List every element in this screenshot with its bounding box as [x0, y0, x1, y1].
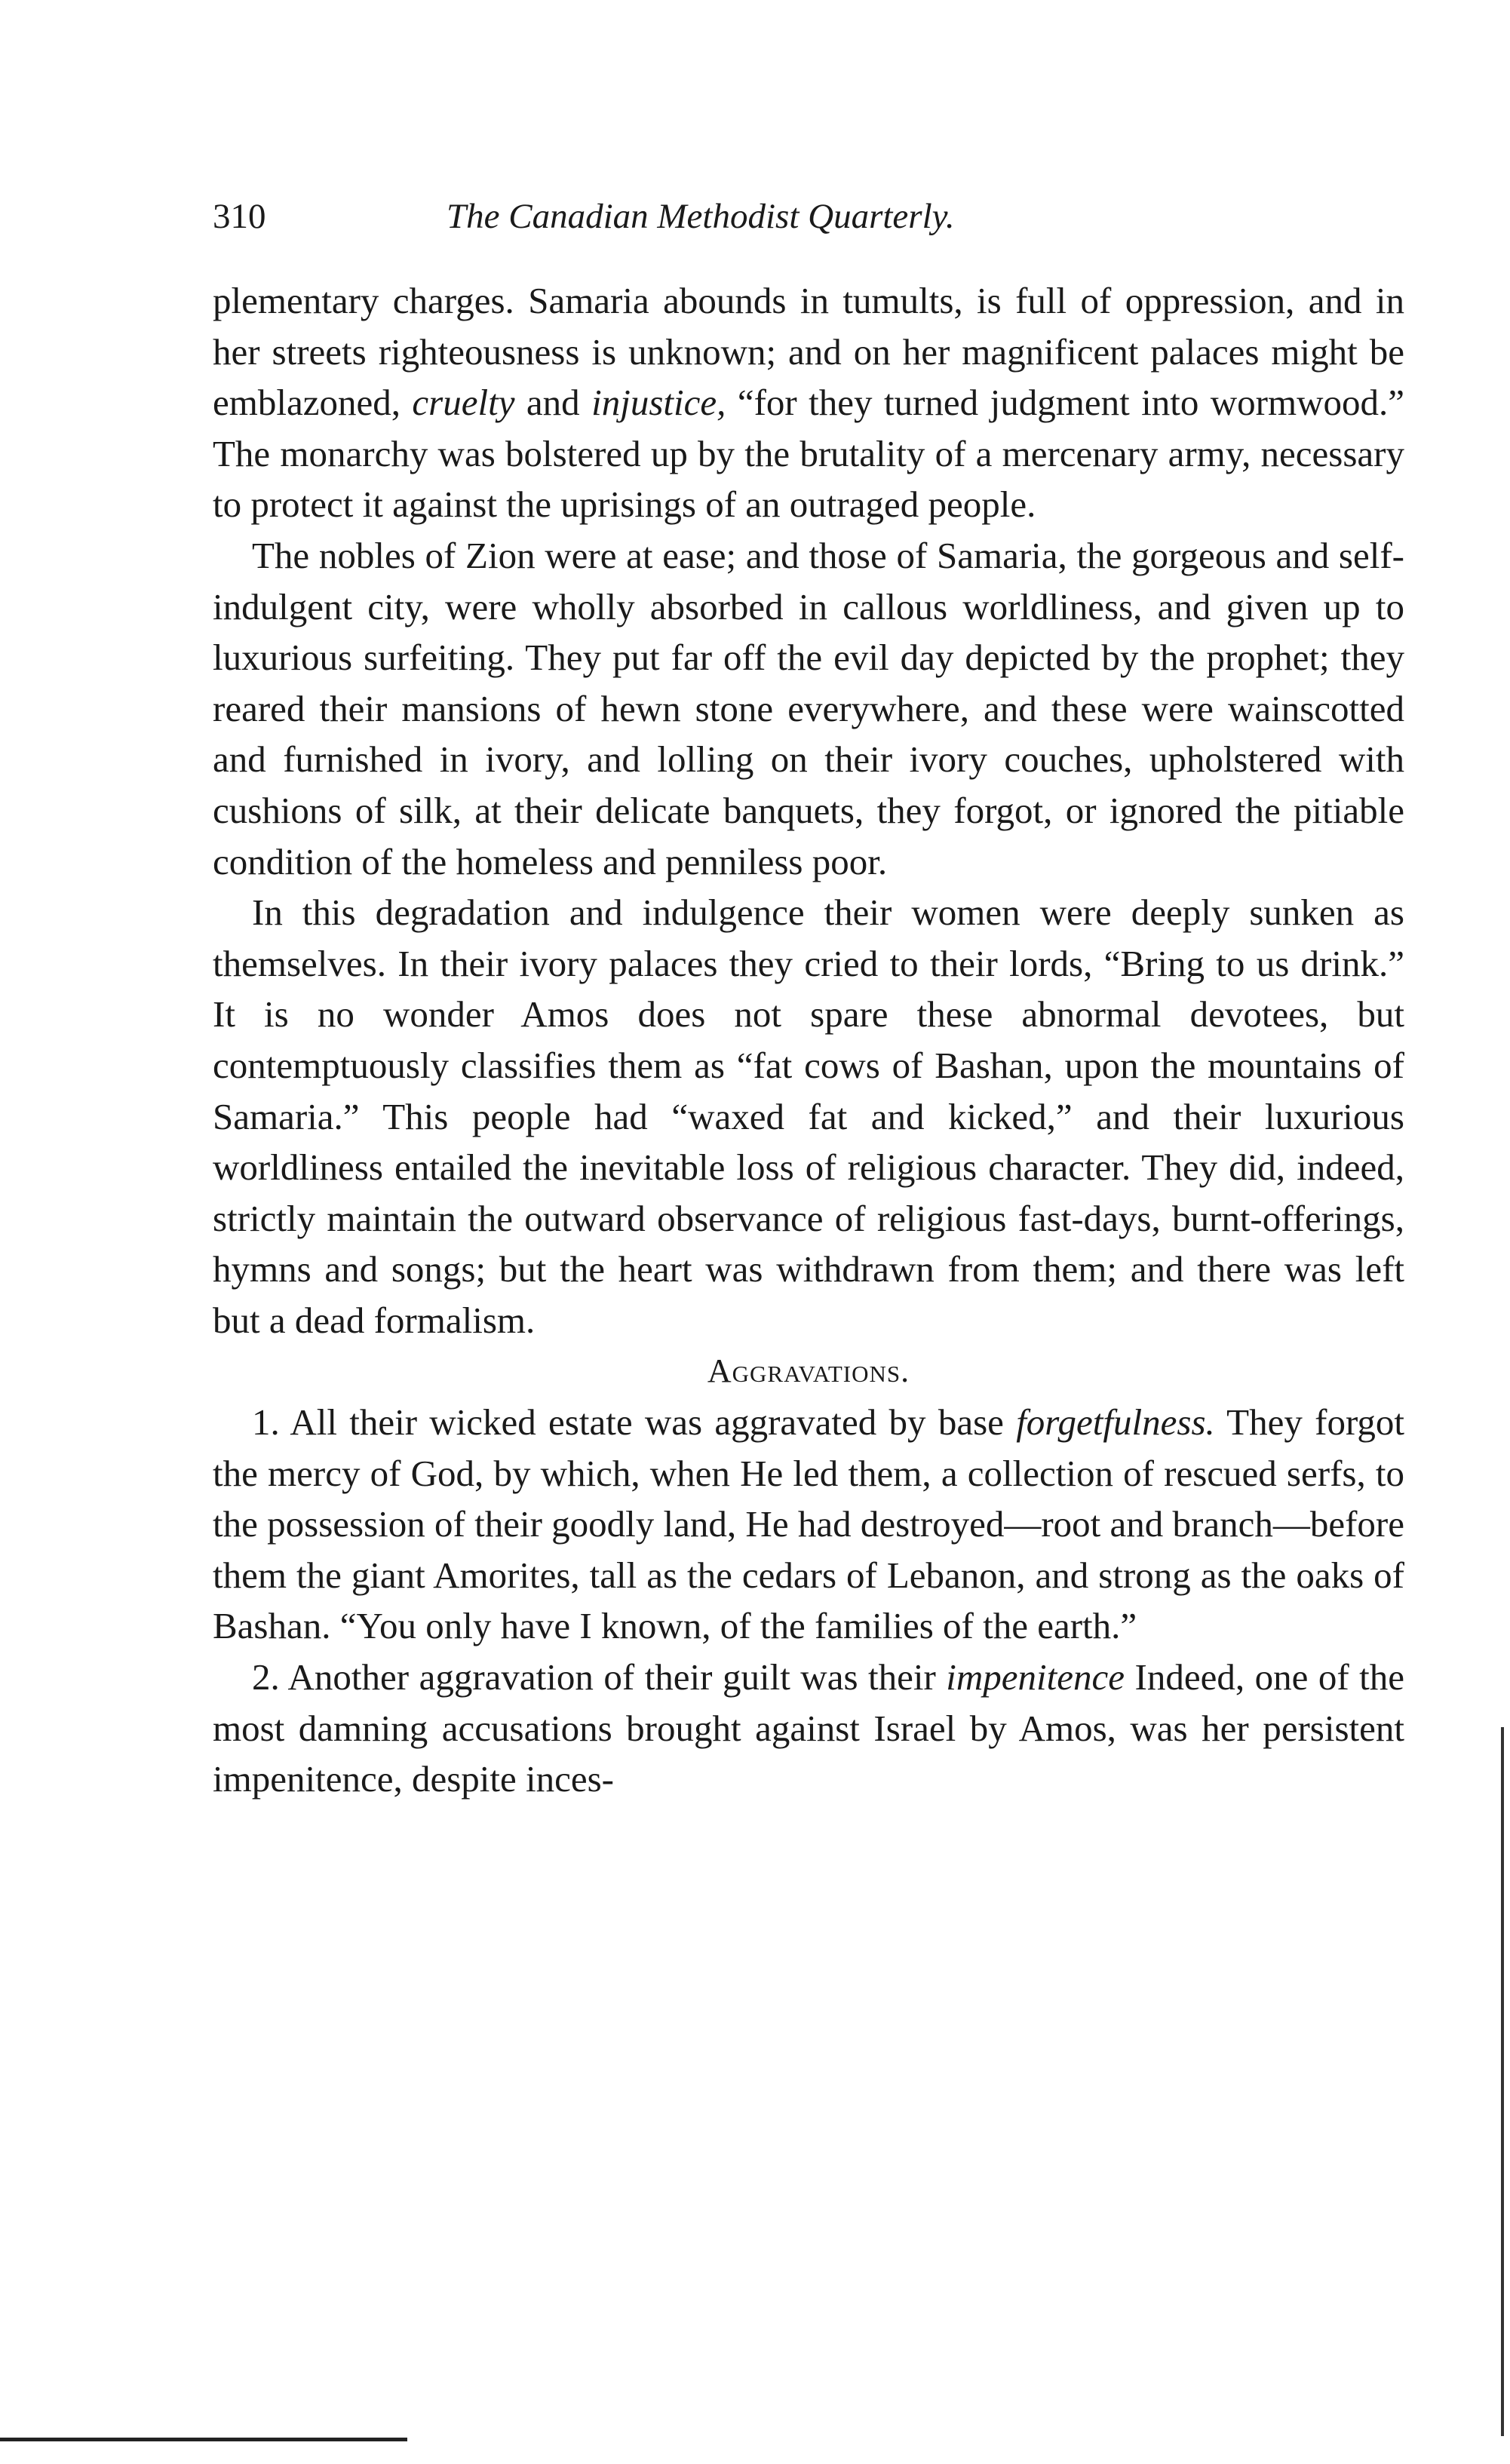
text-run: 1. All their wicked estate was aggravated by base: [252, 1401, 1017, 1444]
text-run: “for they turned judgment into wormwood.” The monarchy was bolstered up by the brutality of a mercenary army, necessary to protect it against the uprisings of an outraged people.: [213, 382, 1404, 526]
italic-run: injustice,: [591, 382, 726, 424]
section-heading: Aggravations.: [707, 1352, 910, 1390]
scan-edge-rule: [0, 2438, 407, 2441]
text-run: 2. Another aggravation of their guilt was their: [252, 1656, 947, 1698]
text-run: Indeed, one of the most damning accusations brought against Israel by Amos, was her persistent impenitence, despite inces-: [213, 1656, 1404, 1800]
paragraph-nobles: The nobles of Zion were at ease; and those of Samaria, the gorgeous and self-indulgent city, were wholly absorbed in callous worldliness, and given up to luxurious surfeiting. They put far off the evil day depicted by the prophet; they reared their mansions of hewn stone everywhere, and these were wainscotted and furnished in ivory, and lolling on their ivory couches, upholstered with cushions of silk, at their delicate banquets, they forgot, or ignored the pitiable condition of the homeless and penniless poor.: [213, 534, 1404, 882]
italic-run: forgetfulness.: [1016, 1401, 1215, 1444]
scan-margin-line: [1501, 1727, 1504, 2436]
page-header: [213, 190, 1404, 243]
text-run: They forgot the mercy of God, by which, when He led them, a collection of rescued serfs, to the possession of their goodly land, He had destroyed—root and branch—before them the giant Amorites, tall as the cedars of Lebanon, and strong as the oaks of Bashan. “You only have I known, of the families of the earth.”: [213, 1401, 1404, 1647]
running-title: The Canadian Methodist Quarterly.: [447, 197, 955, 236]
text-run: plementary charges. Samaria abounds in tumults, is full of oppression, and in her streets righteousness is unknown; and on her magnificent palaces might be emblazoned,: [213, 280, 1404, 424]
italic-run: cruelty: [412, 382, 515, 424]
italic-run: impenitence: [946, 1656, 1125, 1698]
page-number: 310: [213, 197, 266, 236]
paragraph-continuation: [213, 275, 1404, 530]
paragraph-aggravation-2: [213, 1652, 1404, 1805]
text-run: and: [514, 382, 592, 424]
paragraph-women: In this degradation and indulgence their women were deeply sunken as themselves. In their ivory palaces they cried to their lords, “Bring to us drink.” It is no wonder Amos does not spare these abnormal devotees, but contemptuously classifies them as “fat cows of Bashan, upon the mountains of Samaria.” This people had “waxed fat and kicked,” and their luxurious worldliness entailed the inevitable loss of religious character. They did, indeed, strictly maintain the outward observance of religious fast-days, burnt-offerings, hymns and songs; but the heart was withdrawn from them; and there was left but a dead formalism.: [213, 891, 1404, 1341]
body-text: [213, 275, 1404, 1805]
paragraph-aggravation-1: [213, 1397, 1404, 1652]
